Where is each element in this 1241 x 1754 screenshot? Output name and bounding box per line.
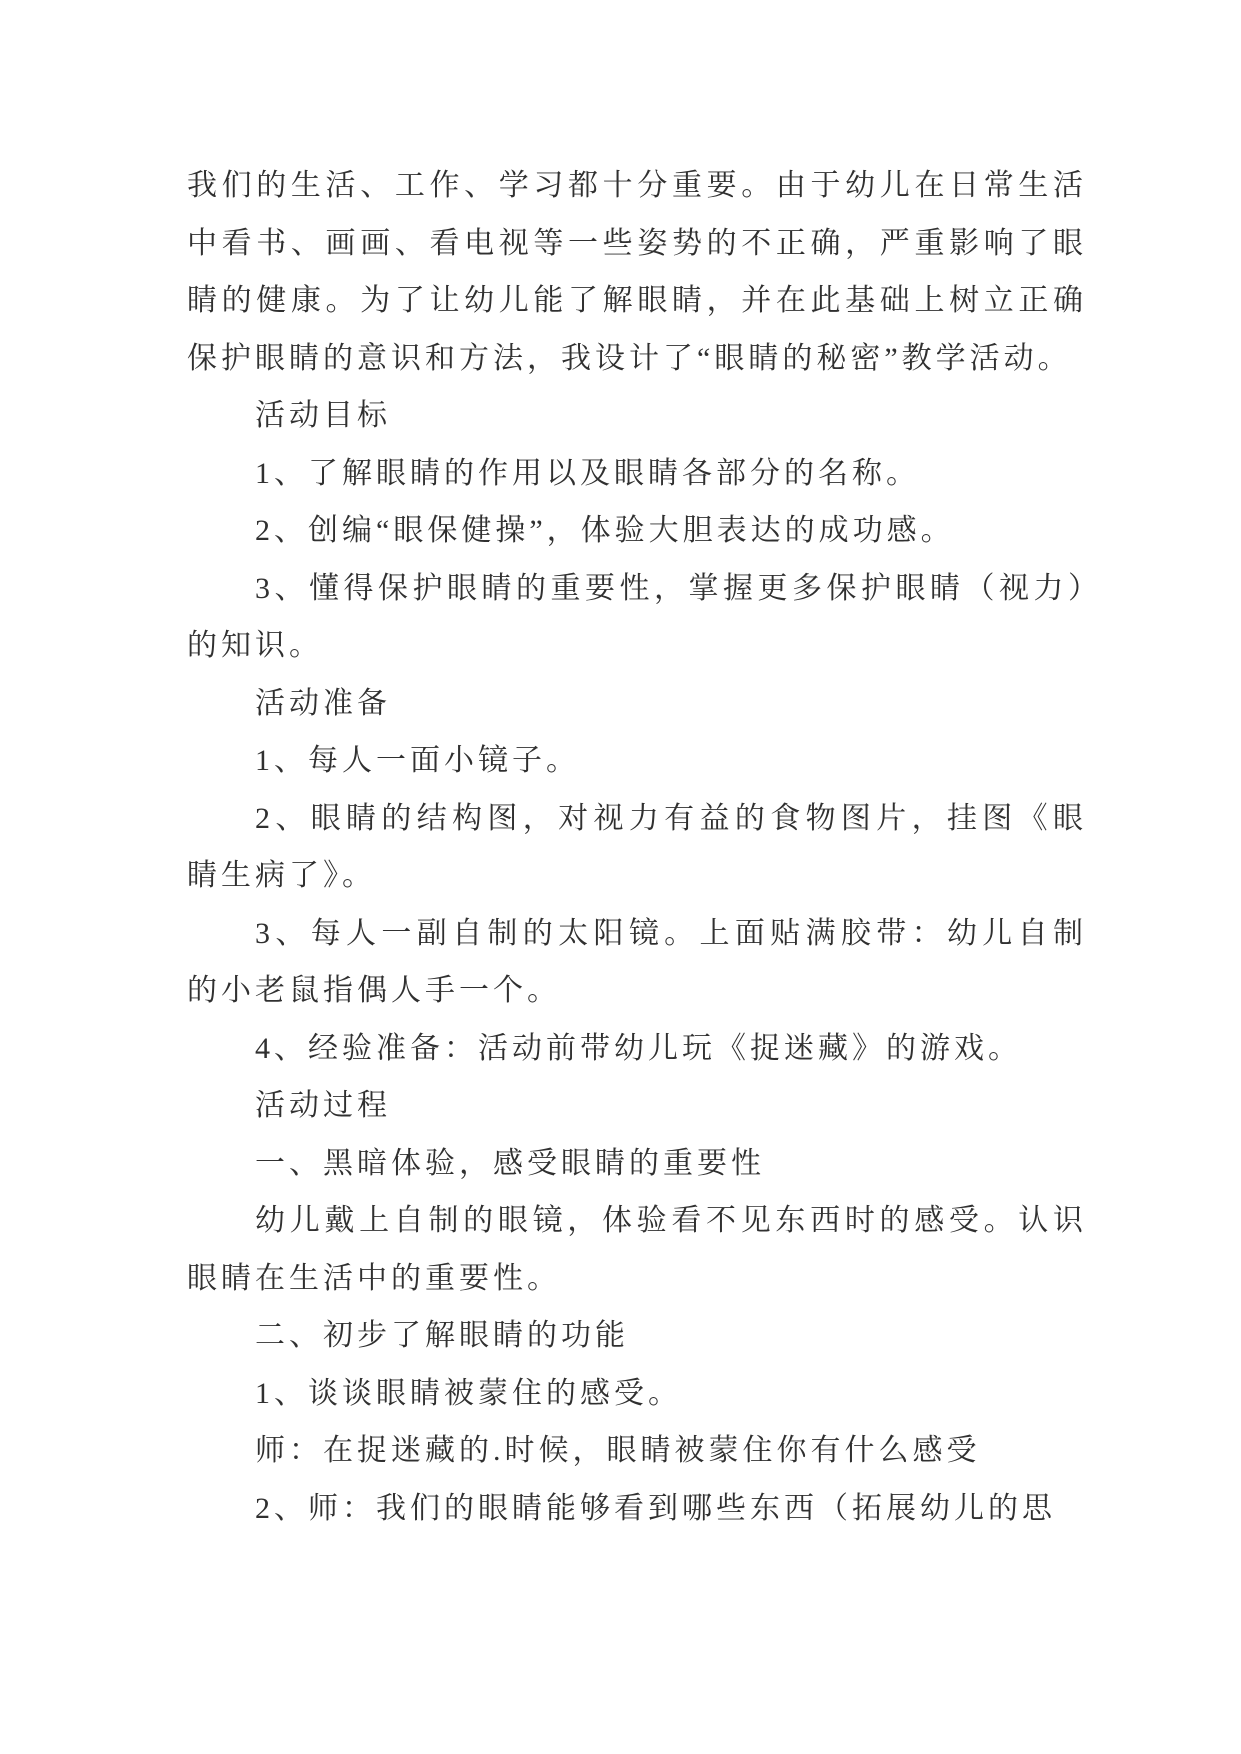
document-body: [187, 157, 1087, 1537]
paragraph: 3、懂得保护眼睛的重要性，掌握更多保护眼睛（视力）的知识。: [187, 571, 1087, 662]
paragraph: 2、师：我们的眼睛能够看到哪些东西（拓展幼儿的思: [255, 1491, 1056, 1525]
paragraph: 幼儿戴上自制的眼镜，体验看不见东西时的感受。认识眼睛在生活中的重要性。: [187, 1204, 1087, 1295]
paragraph: 活动准备: [255, 686, 391, 720]
paragraph: 1、每人一面小镜子。: [255, 744, 580, 777]
paragraph: 我们的生活、工作、学习都十分重要。由于幼儿在日常生活中看书、画画、看电视等一些姿势的不正确，严重影响了眼睛的健康。为了让幼儿能了解眼睛，并在此基础上树立正确保护眼睛的意识和方法，我设计了“眼睛的秘密”教学活动。: [187, 169, 1087, 375]
paragraph: 2、眼睛的结构图，对视力有益的食物图片，挂图《眼睛生病了》。: [187, 801, 1087, 892]
paragraph: 4、经验准备：活动前带幼儿玩《捉迷藏》的游戏。: [255, 1031, 1022, 1065]
paragraph: 二、初步了解眼睛的功能: [255, 1319, 629, 1352]
paragraph: 活动过程: [255, 1089, 391, 1122]
paragraph: 3、每人一副自制的太阳镜。上面贴满胶带：幼儿自制的小老鼠指偶人手一个。: [187, 916, 1087, 1007]
paragraph: 师：在捉迷藏的.时候，眼睛被蒙住你有什么感受: [255, 1434, 981, 1467]
paragraph: 1、了解眼睛的作用以及眼睛各部分的名称。: [255, 456, 920, 490]
paragraph: 一、黑暗体验，感受眼睛的重要性: [255, 1146, 765, 1180]
paragraph: 1、谈谈眼睛被蒙住的感受。: [255, 1376, 682, 1410]
paragraph: 2、创编“眼保健操”，体验大胆表达的成功感。: [255, 514, 955, 547]
paragraph: 活动目标: [255, 399, 391, 432]
